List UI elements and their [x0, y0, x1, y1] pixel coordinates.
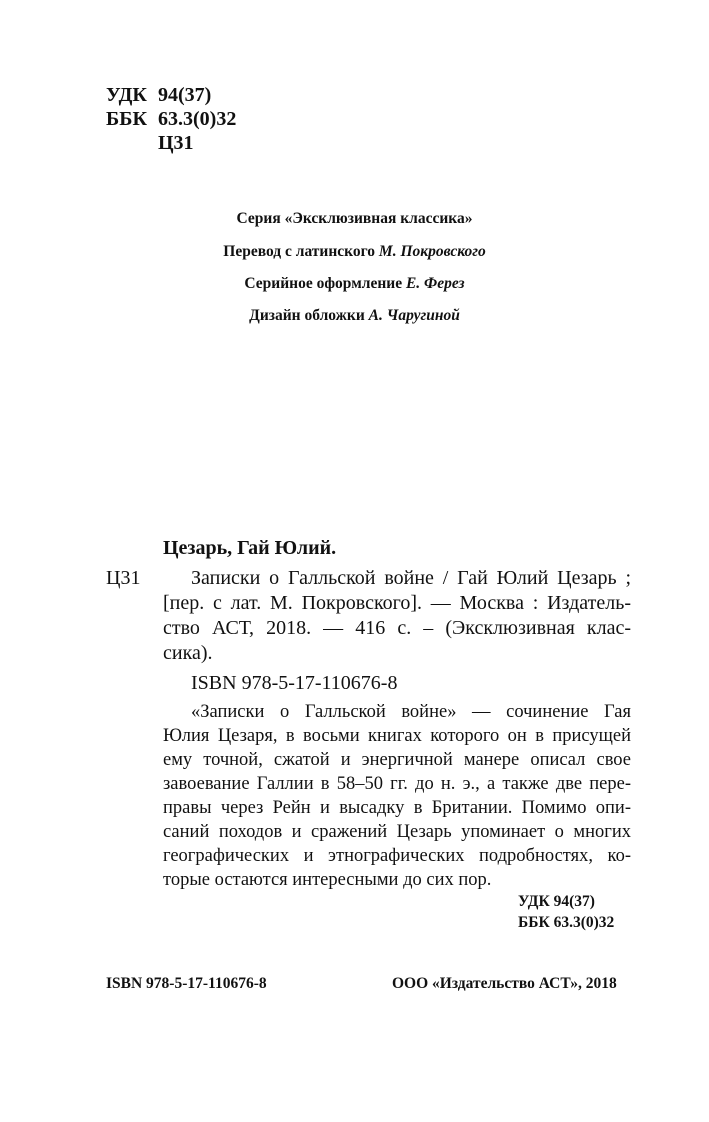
series-text: Серия «Эксклюзивная классика» — [236, 210, 473, 227]
bbk-value: 63.3(0)32 — [158, 108, 237, 130]
bib-isbn: ISBN 978-5-17-110676-8 — [191, 672, 398, 694]
author-mark-top: Ц31 — [158, 132, 194, 154]
udk-code-right: УДК 94(37) — [518, 893, 595, 910]
annotation-line-2: Юлия Цезаря, в восьми книгах которого он в присущей — [163, 726, 631, 746]
bib-line-2: [пер. с лат. М. Покровского]. — Москва : Издатель- — [163, 592, 631, 614]
annotation-line-3: ему точной, сжатой и энергичной манере описал свое — [163, 750, 631, 770]
series-designer-name: Е. Ферез — [405, 275, 465, 292]
udk-value: 94(37) — [158, 84, 212, 106]
cover-design-text: Дизайн обложки — [249, 307, 369, 324]
bib-line-1: Записки о Галльской войне / Гай Юлий Цезарь ; — [191, 567, 631, 589]
translator-name: М. Покровского — [378, 243, 486, 260]
footer-copyright: ООО «Издательство АСТ», 2018 — [392, 975, 617, 992]
annotation-line-6: саний походов и сражений Цезарь упоминает о многих — [163, 822, 631, 842]
annotation-line-4: завоевание Галлии в 58–50 гг. до н. э., а также две пере- — [163, 774, 631, 794]
series-line — [0, 210, 709, 228]
bib-line-3: ство АСТ, 2018. — 416 с. – (Эксклюзивная клас- — [163, 617, 631, 639]
annotation-line-8: торые остаются интересными до сих пор. — [163, 870, 492, 890]
translation-text: Перевод с латинского — [223, 243, 379, 260]
udk-label: УДК — [106, 84, 147, 106]
translation-line — [0, 243, 709, 261]
bib-author-mark: Ц31 — [106, 567, 141, 589]
series-design-text: Серийное оформление — [244, 275, 406, 292]
bbk-label: ББК — [106, 108, 147, 130]
series-design-line — [0, 275, 709, 293]
bib-heading: Цезарь, Гай Юлий. — [163, 537, 337, 559]
annotation-line-1: «Записки о Галльской войне» — сочинение Гая — [191, 702, 631, 722]
footer-isbn: ISBN 978-5-17-110676-8 — [106, 975, 267, 992]
cover-design-line — [0, 307, 709, 325]
cover-designer-name: А. Чаругиной — [368, 307, 460, 324]
annotation-line-7: географических и этнографических подробностях, ко- — [163, 846, 631, 866]
bbk-code-right: ББК 63.3(0)32 — [518, 914, 615, 931]
annotation-line-5: правы через Рейн и высадку в Британии. Помимо опи- — [163, 798, 631, 818]
bib-line-4: сика). — [163, 642, 213, 664]
